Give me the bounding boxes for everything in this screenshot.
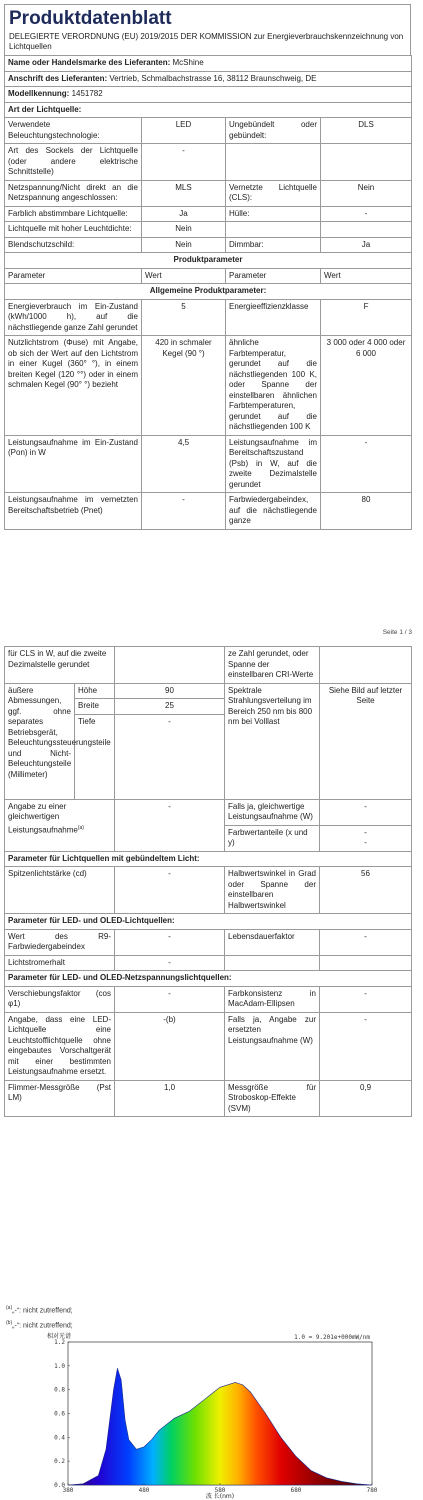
supplier-address-label: Anschrift des Lieferanten:	[8, 73, 108, 83]
param-value: 56	[320, 867, 412, 914]
col-header: Wert	[321, 268, 412, 284]
general-param-row	[5, 336, 412, 436]
param-label: Blendschutzschild:	[5, 237, 142, 253]
param-label: Spitzenlichtstärke (cd)	[5, 867, 115, 914]
param-value: LED	[142, 118, 226, 144]
supplier-name-label: Name oder Handelsmarke des Lieferanten:	[8, 58, 171, 67]
dim-depth-value: -	[115, 714, 225, 799]
if-yes-label: Falls ja, gleichwertige Leistungsaufnahme (W)	[225, 799, 320, 825]
param-label: Hülle:	[226, 206, 321, 222]
continued-left-cell: für CLS in W, auf die zweite Dezimalstelle gerundet	[5, 647, 115, 684]
general-param-row	[5, 493, 412, 530]
param-label: Falls ja, Angabe zur ersetzten Leistungsaufnahme (W)	[225, 1012, 320, 1080]
datasheet-page-2	[4, 646, 411, 1117]
param-value: Ja	[142, 206, 226, 222]
param-label: Energieeffizienzklasse	[226, 299, 321, 336]
spectrum-svg	[44, 1330, 379, 1500]
param-value: -	[320, 1012, 412, 1080]
model-id: 1451782	[71, 89, 103, 98]
param-value: 5	[142, 299, 226, 336]
param-label: Verschiebungsfaktor (cos φ1)	[5, 986, 115, 1012]
param-label: Halbwertswinkel in Grad oder Spanne der einstellbaren Halbwertswinkel	[225, 867, 320, 914]
x-axis-label: 波 长(nm)	[205, 1493, 235, 1500]
x-tick-label: 480	[138, 1487, 150, 1494]
led-param-row	[5, 955, 412, 971]
col-header: Parameter	[226, 268, 321, 284]
led-param-row	[5, 929, 412, 955]
footnote-b: $^{(b)}$„-“: nicht zutreffend;	[6, 1320, 73, 1330]
footnote-a: $^{(a)}$„-“: nicht zutreffend;	[6, 1305, 73, 1315]
mains-heading: Parameter für LED- und OLED-Netzspannungslichtquellen:	[5, 971, 412, 987]
chromaticity-label: Farbwertanteile (x und y)	[225, 825, 320, 851]
type-row	[5, 237, 412, 253]
page-title: Produktdatenblatt	[4, 4, 411, 32]
page-number: Seite 1 / 3	[382, 629, 412, 636]
param-value	[321, 222, 412, 238]
supplier-address-row	[5, 71, 412, 87]
x-tick-label: 780	[366, 1487, 378, 1494]
dim-width-label: Breite	[75, 699, 115, 715]
general-params-heading: Allgemeine Produktparameter:	[5, 284, 412, 300]
param-label: Leistungsaufnahme im Bereitschaftszustand (Psb) in W, auf die zweite Dezimalstelle gerundet	[226, 435, 321, 493]
param-label: Vernetzte Lichtquelle (CLS):	[226, 180, 321, 206]
x-tick-label: 580	[214, 1487, 226, 1494]
param-value	[320, 955, 412, 971]
type-row	[5, 206, 412, 222]
type-row	[5, 222, 412, 238]
y-tick-label: 1.2	[54, 1339, 65, 1346]
y-tick-label: 0.0	[54, 1482, 65, 1489]
dim-depth-label: Tiefe	[75, 714, 115, 799]
bundled-param-row	[5, 867, 412, 914]
param-label: Lichtquelle mit hoher Leuchtdichte:	[5, 222, 142, 238]
param-label	[225, 955, 320, 971]
param-label: Verwendete Beleuchtungstechnologie:	[5, 118, 142, 144]
param-value: -	[320, 986, 412, 1012]
y-tick-label: 0.4	[54, 1434, 65, 1442]
param-value: 3 000 oder 4 000 oder 6 000	[321, 336, 412, 436]
param-label: Netzspannung/Nicht direkt an die Netzspannung angeschlossen:	[5, 180, 142, 206]
dim-width-value: 25	[115, 699, 225, 715]
param-value: -	[321, 435, 412, 493]
supplier-name: McShine	[172, 58, 204, 67]
param-value: -	[320, 929, 412, 955]
general-param-row	[5, 435, 412, 493]
col-header: Wert	[142, 268, 226, 284]
mains-param-row	[5, 1080, 412, 1117]
param-label: Farblich abstimmbare Lichtquelle:	[5, 206, 142, 222]
product-params-heading: Produktparameter	[5, 253, 412, 269]
param-value: -	[115, 929, 225, 955]
led-heading: Parameter für LED- und OLED-Lichtquellen:	[5, 914, 412, 930]
scale-annotation: 1.0 = 9.201e+000mW/nm	[294, 1334, 370, 1341]
continued-right-cell: ze Zahl gerundet, oder Spanne der einstellbaren CRI-Werte	[225, 647, 320, 684]
supplier-name-row	[5, 56, 412, 72]
param-label: Nutzlichtstrom (Φuse) mit Angabe, ob sich der Wert auf den Lichtstrom in einer Kugel (360° °), in einem breiten Kegel (120 °°) oder in einem schmalen Kegel (90° °) bezieht	[5, 336, 142, 436]
param-label: Messgröße für Stroboskop-Effekte (SVM)	[225, 1080, 320, 1117]
param-value: -	[142, 493, 226, 530]
type-row	[5, 144, 412, 181]
param-value: -	[321, 206, 412, 222]
dim-height-value: 90	[115, 683, 225, 699]
type-heading: Art der Lichtquelle:	[5, 102, 412, 118]
param-value: 80	[321, 493, 412, 530]
param-value: -	[142, 144, 226, 181]
datasheet-page-1	[4, 4, 411, 530]
param-value: 1,0	[115, 1080, 225, 1117]
spectral-label: Spektrale Strahlungsverteilung im Bereich 250 nm bis 800 nm bei Volllast	[225, 683, 320, 799]
supplier-address: Vertrieb, Schmalbachstrasse 16, 38112 Braunschweig, DE	[109, 73, 317, 83]
param-label: Ungebündelt oder gebündelt:	[226, 118, 321, 144]
param-value: 0,9	[320, 1080, 412, 1117]
param-label: Angabe, dass eine LED-Lichtquelle eine Leuchtstofflichtquelle ohne eingebautes Vorschaltgerät mit einer bestimmten Leistungsaufnahme ersetzt.	[5, 1012, 115, 1080]
y-tick-label: 0.2	[54, 1458, 65, 1466]
param-value: 420 in schmaler Kegel (90 °)	[142, 336, 226, 436]
equiv-power-label: Angabe zu einer gleichwertigen Leistungsaufnahme$^{(a)}$	[5, 799, 115, 851]
bundled-heading: Parameter für Lichtquellen mit gebündeltem Licht:	[5, 851, 412, 867]
y-tick-label: 0.6	[54, 1410, 65, 1418]
param-label: Art des Sockels der Lichtquelle (oder andere elektrische Schnittstelle)	[5, 144, 142, 181]
param-label: Farbwiedergabeindex, auf die nächstliegende ganze	[226, 493, 321, 530]
param-value: Nein	[142, 222, 226, 238]
param-value: Nein	[142, 237, 226, 253]
model-row	[5, 87, 412, 103]
param-label: Flimmer-Messgröße (Pst LM)	[5, 1080, 115, 1117]
param-label: Lebensdauerfaktor	[225, 929, 320, 955]
param-label: Dimmbar:	[226, 237, 321, 253]
param-label: Wert des R9-Farbwiedergabeindex	[5, 929, 115, 955]
general-param-row	[5, 299, 412, 336]
param-label: Leistungsaufnahme im vernetzten Bereitschaftsbetrieb (Pnet)	[5, 493, 142, 530]
param-value: DLS	[321, 118, 412, 144]
param-value: F	[321, 299, 412, 336]
model-label: Modellkennung:	[8, 89, 70, 98]
dimensions-label: äußere Abmessungen, ggf. ohne separates Betriebsgerät, Beleuchtungssteuerungsteile und Nicht-Beleuchtungsteile (Millimeter)	[5, 683, 75, 799]
param-value: Ja	[321, 237, 412, 253]
param-label: Lichtstromerhalt	[5, 955, 115, 971]
param-value: -	[115, 867, 225, 914]
param-label: Farbkonsistenz in MacAdam-Ellipsen	[225, 986, 320, 1012]
chromaticity-value: - -	[320, 825, 412, 851]
param-value	[321, 144, 412, 181]
y-tick-label: 1.0	[54, 1362, 65, 1370]
param-value: -	[115, 986, 225, 1012]
param-value: MLS	[142, 180, 226, 206]
if-yes-value: -	[320, 799, 412, 825]
param-label	[226, 222, 321, 238]
dim-height-label: Höhe	[75, 683, 115, 699]
y-tick-label: 0.8	[54, 1386, 65, 1394]
param-value: -	[115, 955, 225, 971]
spectrum-chart	[44, 1330, 379, 1500]
param-value: 4,5	[142, 435, 226, 493]
y-axis-label: 相对光谱	[47, 1333, 72, 1340]
mains-param-row	[5, 1012, 412, 1080]
footnotes	[6, 1302, 73, 1333]
spectral-value: Siehe Bild auf letzter Seite	[320, 683, 412, 799]
param-label	[226, 144, 321, 181]
mains-param-row	[5, 986, 412, 1012]
param-label: ähnliche Farbtemperatur, gerundet auf die nächstliegenden 100 K, oder Spanne der einstellbaren ähnlichen Farbtemperaturen, gerundet auf die nächstliegenden 100 K	[226, 336, 321, 436]
param-value: -(b)	[115, 1012, 225, 1080]
col-header: Parameter	[5, 268, 142, 284]
type-row	[5, 118, 412, 144]
x-tick-label: 380	[62, 1487, 74, 1494]
param-label: Leistungsaufnahme im Ein-Zustand (Pon) in W	[5, 435, 142, 493]
param-value: Nein	[321, 180, 412, 206]
regulation-subtitle: DELEGIERTE VERORDNUNG (EU) 2019/2015 DER KOMMISSION zur Energieverbrauchskennzeichnung von Lichtquellen	[4, 32, 411, 55]
equiv-power-value: -	[115, 799, 225, 851]
param-label: Energieverbrauch im Ein-Zustand (kWh/1000 h), auf die nächstliegende ganze Zahl gerundet	[5, 299, 142, 336]
type-row	[5, 180, 412, 206]
parameter-table-continued	[4, 646, 412, 1117]
supplier-table	[4, 55, 412, 530]
x-tick-label: 680	[290, 1487, 302, 1494]
